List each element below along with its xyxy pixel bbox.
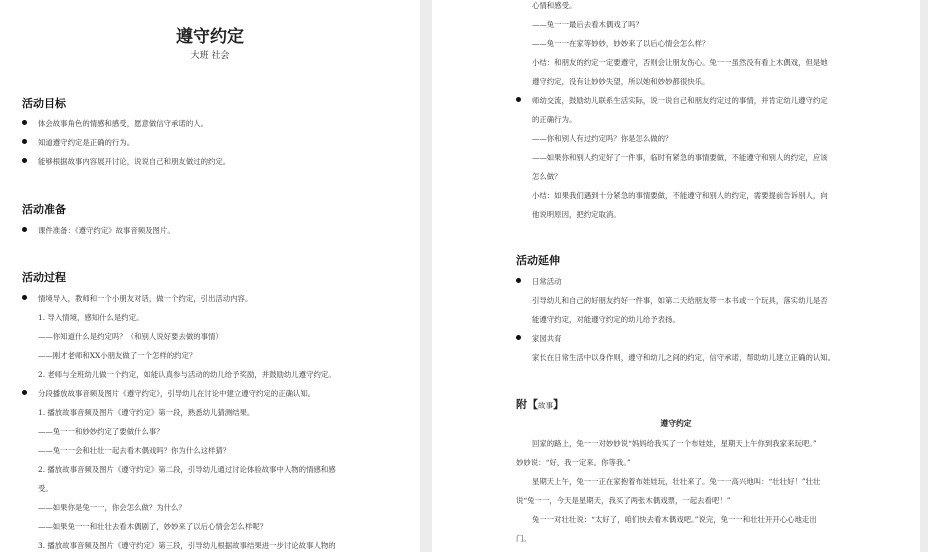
process-line: 心情和感受。 [532, 1, 577, 10]
process-line: 情境导入，教师和一个小朋友对话，做一个约定，引出活动内容。 [38, 294, 253, 303]
section-heading-extension: 活动延伸 [516, 254, 560, 267]
document-page-left [0, 0, 420, 552]
document-page-right [432, 0, 920, 552]
process-line: 小结：和朋友的约定一定要遵守，否则会让朋友伤心。兔一一虽然没有看上木偶戏，但是她 [532, 58, 828, 67]
story-line: 说“兔一一，今天是星期天，我买了两张木偶戏票，一起去看吧！” [516, 496, 731, 505]
goal-item: 体会故事角色的情感和感受，愿意做信守承诺的人。 [38, 119, 208, 128]
process-line: 受。 [38, 484, 53, 493]
process-line: ——你和别人有过约定吗？你是怎么做的？ [532, 134, 673, 143]
extension-line: 引导幼儿和自己的好朋友约好一件事，如第二天给朋友带一本书或一个玩具，落实幼儿是否 [532, 296, 828, 305]
document-subtitle: 大班 社会 [190, 51, 230, 61]
extension-line: 家长在日常生活中以身作则，遵守和幼儿之间的约定，信守承诺，帮助幼儿建立正确的认知。 [532, 353, 836, 362]
process-line: ——你知道什么是约定吗？（和别人说好要去做的事情） [38, 332, 223, 341]
story-title: 遵守约定 [660, 419, 692, 428]
process-line: 2. 播放故事音频及图片《遵守约定》第二段，引导幼儿通过讨论体验故事中人物的情感和感 [38, 465, 336, 474]
goal-item: 知道遵守约定是正确的行为。 [38, 138, 135, 147]
annex-label: 附【 [516, 398, 538, 411]
process-line: ——兔一一最后去看木偶戏了吗？ [532, 20, 643, 29]
process-line: ——刚才老师和XX小朋友做了一个怎样的约定？ [38, 351, 197, 360]
process-line: 1. 播放故事音频及图片《遵守约定》第一段，熟悉幼儿猜测结果。 [38, 408, 255, 417]
process-line: 分段播放故事音频及图片《遵守约定》，引导幼儿在讨论中建立遵守约定的正确认知。 [38, 389, 316, 398]
section-heading-prep: 活动准备 [22, 203, 66, 216]
section-heading-process: 活动过程 [22, 271, 66, 284]
extension-line: 家园共育 [532, 334, 562, 343]
process-line: 1. 导入情境，感知什么是约定。 [38, 313, 144, 322]
process-line: 他说明原因，把约定取消。 [532, 210, 621, 219]
extension-line: 能遵守约定，对能遵守约定的幼儿给予表扬。 [532, 315, 680, 324]
annex-word: 故事 [538, 401, 553, 410]
story-line: 兔一一对壮壮说：“太好了，咱们快去看木偶戏吧。”说完，兔一一和壮壮开开心心地走出 [532, 515, 817, 524]
prep-item: 课件准备：《遵守约定》故事音频及图片。 [38, 226, 175, 235]
process-line: 小结：如果我们遇到十分紧急的事情要做，不能遵守和别人的约定，需要提前告诉别人，向 [532, 191, 828, 200]
annex-close: 】 [553, 398, 564, 411]
story-line: 妙妙说：“好，我一定来。你等我。” [516, 458, 631, 467]
process-line: ——兔一一在家等妙妙，妙妙来了以后心情会怎么样？ [532, 39, 710, 48]
section-heading-goals: 活动目标 [22, 97, 66, 110]
process-line: 3. 播放故事音频及图片《遵守约定》第三段，引导幼儿根据故事结果进一步讨论故事人物的 [38, 541, 336, 550]
extension-line: 日常活动 [532, 277, 562, 286]
story-line: 回家的路上，兔一一对妙妙说“妈妈给我买了一个布娃娃，星期天上午你到我家来玩吧。” [532, 439, 817, 448]
process-line: ——如果你和别人约定好了一件事，临时有紧急的事情要做，不能遵守和别人的约定，应该 [532, 153, 828, 162]
process-line: 的正确行为。 [532, 115, 577, 124]
process-line: 师幼交流，鼓励幼儿联系生活实际，说一说自己和朋友约定过的事情，并肯定幼儿遵守约定 [532, 96, 828, 105]
goal-item: 能够根据故事内容展开讨论，说说自己和朋友做过的约定。 [38, 157, 231, 166]
process-line: 遵守约定，没有让妙妙失望，所以她和妙妙都很快乐。 [532, 77, 710, 86]
process-line: ——兔一一和妙妙约定了要做什么事？ [38, 427, 164, 436]
process-line: ——如果你是兔一一，你会怎么做？为什么？ [38, 503, 186, 512]
annex-heading [516, 396, 564, 412]
process-line: 2. 老师与全班幼儿做一个约定，如能认真参与活动的幼儿给予奖励，并鼓励幼儿遵守约定。 [38, 370, 336, 379]
story-line: 门。 [516, 534, 531, 543]
document-title: 遵守约定 [176, 27, 244, 47]
process-line: ——兔一一会和壮壮一起去看木偶戏吗？你为什么这样猜？ [38, 446, 231, 455]
process-line: ——如果兔一一和壮壮去看木偶剧了，妙妙来了以后心情会怎么样呢？ [38, 522, 268, 531]
story-line: 星期天上午，兔一一正在家抱着布娃娃玩，壮壮来了。兔一一高兴地叫：“壮壮好！”壮壮 [532, 477, 821, 486]
process-line: 怎么做？ [532, 172, 562, 181]
